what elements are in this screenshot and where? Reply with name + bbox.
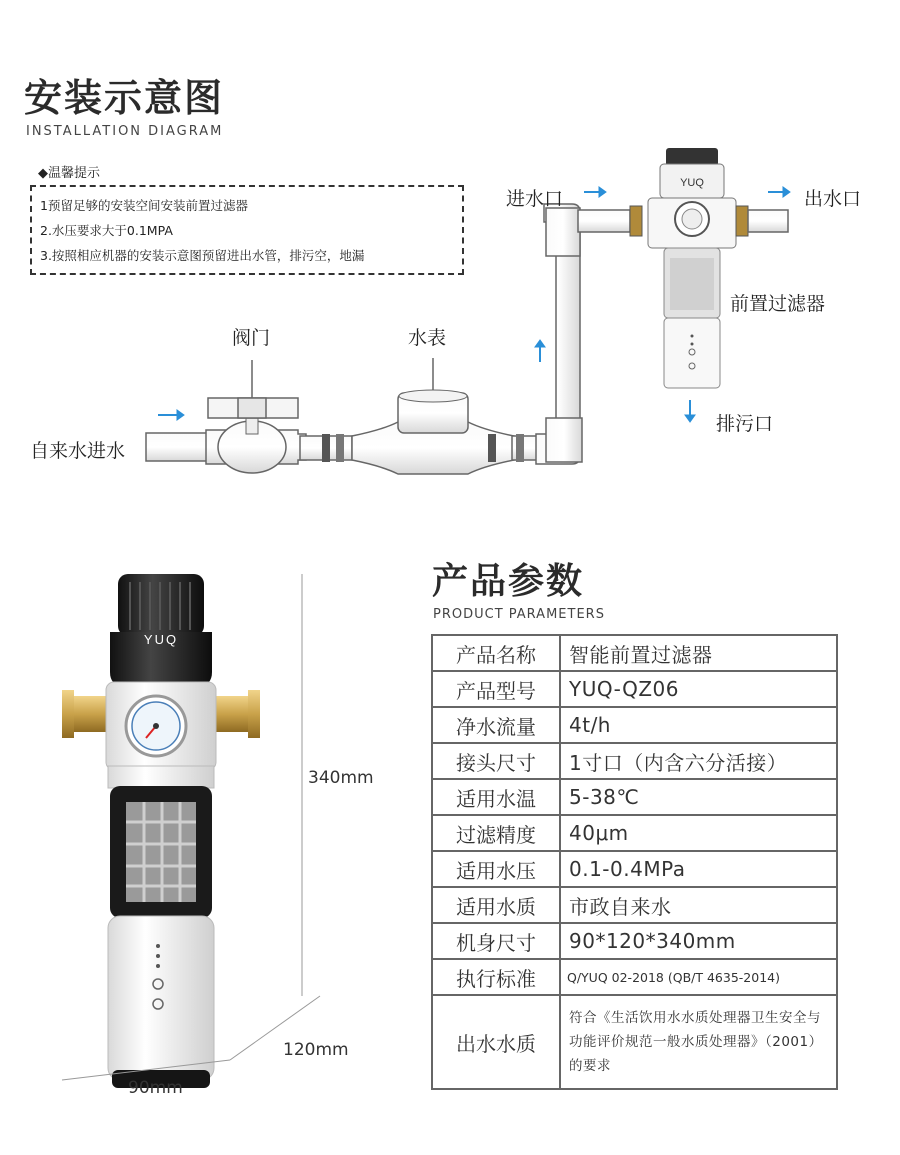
product-illustration — [40, 560, 410, 1120]
table-row — [432, 743, 837, 779]
table-row — [432, 959, 837, 995]
table-row — [432, 995, 837, 1089]
table-row — [432, 635, 837, 671]
param-value: 90*120*340mm — [560, 923, 837, 959]
tip-item: 1预留足够的安装空间安装前置过滤器 — [40, 198, 248, 213]
valve-label: 阀门 — [232, 327, 271, 349]
param-value: 市政自来水 — [560, 887, 837, 923]
param-key: 产品名称 — [432, 635, 560, 671]
depth-dimension: 120mm — [283, 1040, 349, 1060]
installation-diagram — [0, 0, 900, 520]
params-subtitle: PRODUCT PARAMETERS — [433, 607, 605, 622]
param-value: 4t/h — [560, 707, 837, 743]
param-key: 适用水压 — [432, 851, 560, 887]
tip-item: 2.水压要求大于0.1MPA — [40, 223, 173, 238]
param-key: 过滤精度 — [432, 815, 560, 851]
filter-head — [666, 148, 718, 166]
water-out-label: 出水口 — [804, 188, 862, 210]
param-value: 智能前置过滤器 — [560, 635, 837, 671]
meter-label: 水表 — [408, 327, 447, 349]
param-value: 0.1-0.4MPa — [560, 851, 837, 887]
param-key: 净水流量 — [432, 707, 560, 743]
param-value: 5-38℃ — [560, 779, 837, 815]
inlet-label: 自来水进水 — [30, 440, 126, 462]
param-value: 40μm — [560, 815, 837, 851]
param-value: YUQ-QZ06 — [560, 671, 837, 707]
diagram-brand-text: YUQ — [680, 177, 704, 189]
tips-heading: ◆温馨提示 — [38, 166, 100, 181]
inlet-pipe — [146, 433, 208, 461]
installation-subtitle: INSTALLATION DIAGRAM — [26, 124, 224, 139]
param-key: 出水水质 — [432, 995, 560, 1089]
param-key: 适用水质 — [432, 887, 560, 923]
param-value: 1寸口（内含六分活接） — [560, 743, 837, 779]
param-key: 执行标准 — [432, 959, 560, 995]
params-title: 产品参数 — [432, 561, 585, 602]
param-key: 接头尺寸 — [432, 743, 560, 779]
table-row — [432, 671, 837, 707]
table-row — [432, 851, 837, 887]
filter-label: 前置过滤器 — [730, 293, 826, 315]
param-key: 产品型号 — [432, 671, 560, 707]
param-key: 机身尺寸 — [432, 923, 560, 959]
width-dimension: 90mm — [128, 1078, 183, 1098]
installation-title: 安装示意图 — [24, 76, 225, 120]
table-row — [432, 887, 837, 923]
table-row — [432, 923, 837, 959]
tip-item: 3.按照相应机器的安装示意图预留进出水管，排污空，地漏 — [40, 248, 365, 263]
table-row — [432, 707, 837, 743]
product-brand-text: YUQ — [143, 632, 179, 647]
drain-label: 排污口 — [716, 413, 774, 435]
param-value: Q/YUQ 02-2018 (QB/T 4635-2014) — [560, 959, 837, 995]
table-row — [432, 779, 837, 815]
table-row — [432, 815, 837, 851]
param-key: 适用水温 — [432, 779, 560, 815]
params-table — [431, 634, 838, 1090]
water-in-label: 进水口 — [506, 188, 564, 210]
height-dimension: 340mm — [308, 768, 374, 788]
param-value: 符合《生活饮用水水质处理器卫生安全与功能评价规范一般水质处理器》（2001）的要求 — [560, 995, 837, 1089]
